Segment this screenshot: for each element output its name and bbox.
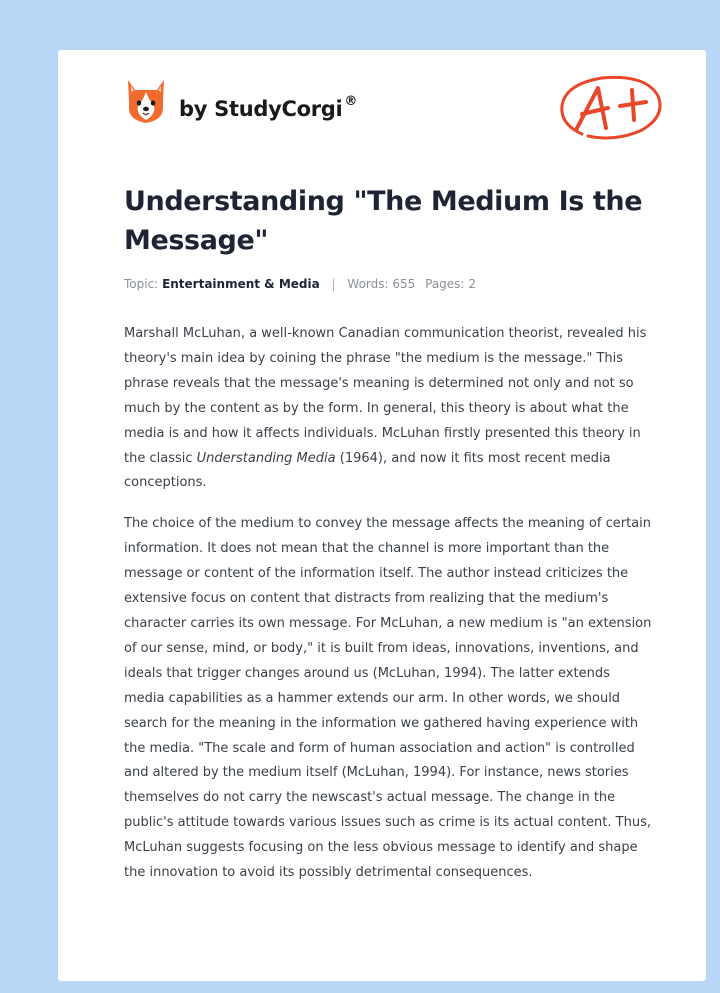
document-title: Understanding "The Medium Is the Message"	[124, 186, 643, 256]
registered-mark: ®	[344, 94, 358, 109]
corgi-logo-icon	[124, 78, 168, 126]
header	[58, 50, 706, 170]
document-body	[124, 322, 654, 902]
document-meta	[124, 277, 476, 291]
pages-label: Pages:	[425, 277, 465, 291]
document-page	[58, 50, 706, 981]
paragraph-1-text-a: Marshall McLuhan, a well-known Canadian communication theorist, revealed his theory's main idea by coining the phrase "the medium is the message." This phrase reveals that the message's meaning is determined not only and not so much by the content as by the form. In general, this theory is about what the media is and how it affects individuals. McLuhan firstly presented this theory in the classic	[124, 326, 647, 466]
paragraph-1-text-b: (1964), and now it fits most recent media conceptions.	[124, 450, 611, 491]
meta-separator: |	[331, 277, 336, 291]
brand-name[interactable]: by StudyCorgi ®	[179, 94, 358, 121]
a-plus-grade-badge-icon	[554, 72, 666, 144]
paragraph-1	[124, 322, 654, 496]
topic-value[interactable]: Entertainment & Media	[162, 277, 320, 291]
paragraph-2: The choice of the medium to convey the message affects the meaning of certain information. It does not mean that the channel is more important than the message or content of the information itself. The author instead criticizes the extensive focus on content that distracts from realizing that the medium's character carries its own message. For McLuhan, a new medium is "an extension of our sense, mind, or body," it is built from ideas, innovations, inventions, and ideals that trigger changes around us (McLuhan, 1994). The latter extends media capabilities as a hammer extends our arm. In other words, we should search for the meaning in the information we gathered having experience with the media. "The scale and form of human association and action" is controlled and altered by the medium itself (McLuhan, 1994). For instance, news stories themselves do not carry the newscast's actual message. The change in the public's attitude towards various issues such as crime is its actual content. Thus, McLuhan suggests focusing on the less obvious message to identify and shape the innovation to avoid its possibly detrimental consequences.	[124, 516, 652, 881]
book-title-emphasis: Understanding Media	[196, 450, 336, 466]
words-label: Words:	[347, 277, 389, 291]
words-value: 655	[392, 277, 416, 291]
pages-value: 2	[468, 277, 476, 291]
topic-label: Topic:	[124, 277, 159, 291]
